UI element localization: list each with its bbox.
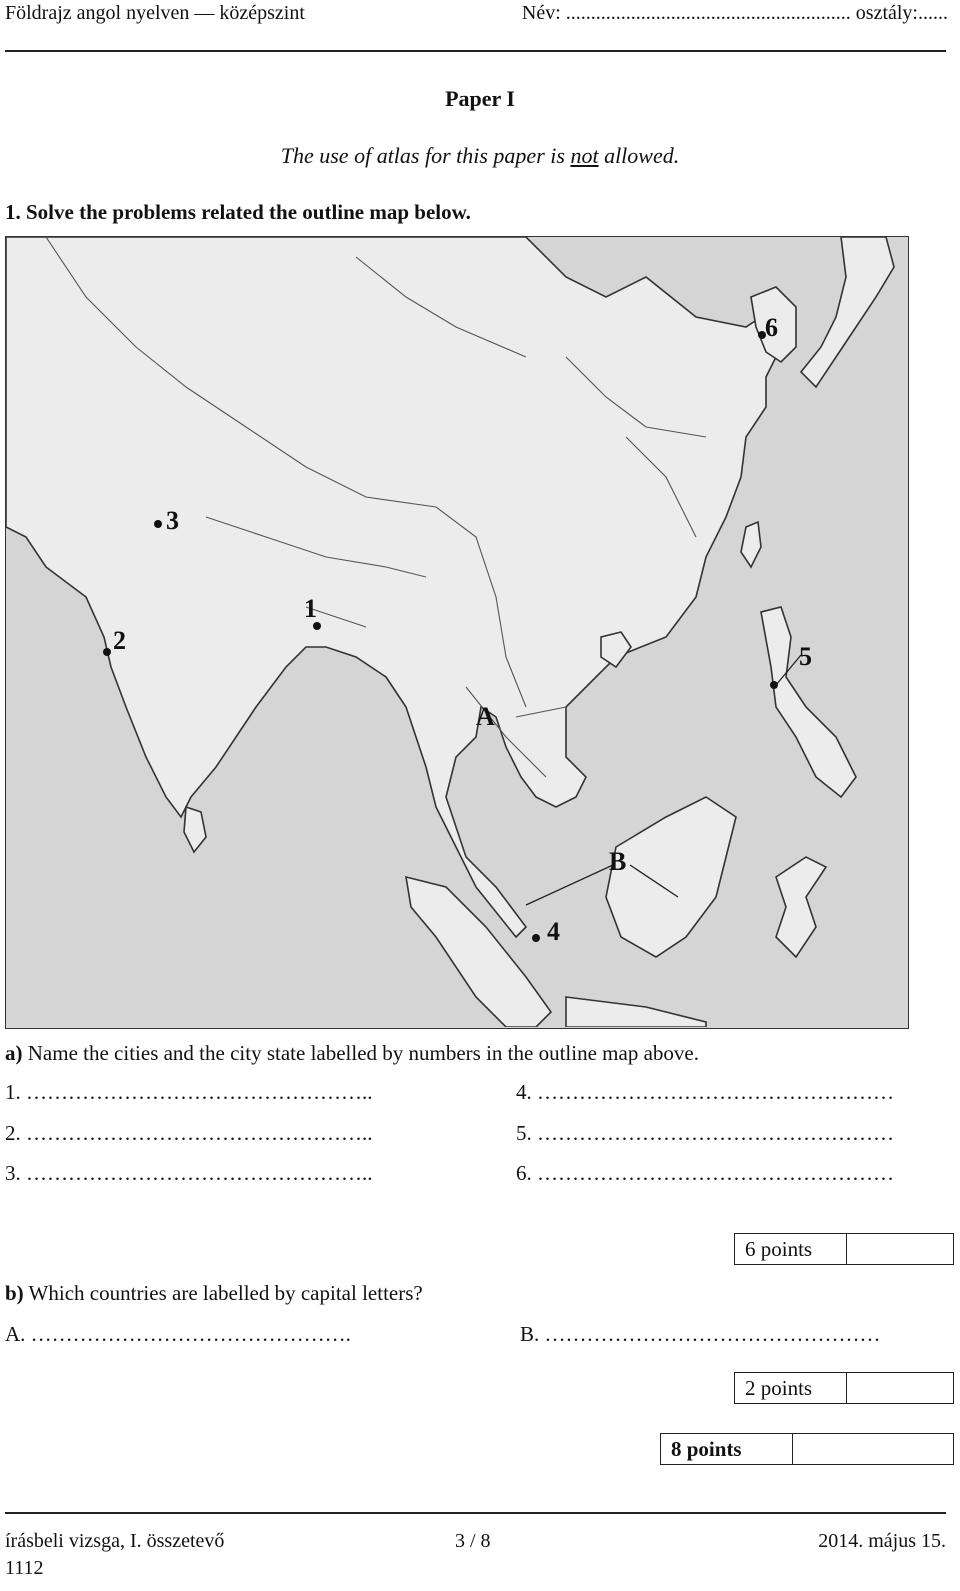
outline-map <box>5 236 909 1029</box>
map-drawing <box>6 237 907 1027</box>
city-dot-1 <box>313 622 321 630</box>
points-label-a: 6 points <box>735 1234 847 1264</box>
footer-exam-label: írásbeli vizsga, I. összetevő <box>5 1530 225 1552</box>
header-rule <box>5 50 946 52</box>
city-dot-4 <box>532 934 540 942</box>
atlas-note-emphasis: not <box>570 143 599 168</box>
atlas-note-after: allowed. <box>598 143 680 168</box>
question-a-prefix: a) <box>5 1041 23 1065</box>
map-label-a: A <box>476 702 495 731</box>
points-box-b <box>734 1372 954 1404</box>
footer-page-number: 3 / 8 <box>455 1530 491 1552</box>
map-label-6: 6 <box>765 313 778 342</box>
question-a-text: Name the cities and the city state labelled by numbers in the outline map above. <box>22 1041 699 1065</box>
city-dot-3 <box>154 520 162 528</box>
answer-line-3[interactable]: 3. ………………………………………….. <box>5 1161 373 1185</box>
map-label-4: 4 <box>547 917 560 946</box>
footer-date: 2014. május 15. <box>818 1530 946 1552</box>
answer-line-a[interactable]: A. ………………………………………. <box>5 1322 351 1346</box>
points-box-a <box>734 1233 954 1265</box>
total-points-box <box>660 1433 954 1465</box>
page-title: Paper I <box>445 86 515 111</box>
answer-line-5[interactable]: 5. …………………………………………… <box>516 1121 894 1145</box>
atlas-note-before: The use of atlas for this paper is <box>280 143 571 168</box>
total-points-label: 8 points <box>661 1434 793 1464</box>
map-label-1: 1 <box>304 594 317 623</box>
total-points-score[interactable] <box>793 1434 953 1464</box>
map-label-5: 5 <box>799 642 812 671</box>
points-score-a[interactable] <box>847 1234 953 1264</box>
city-dot-5 <box>770 681 778 689</box>
city-dot-2 <box>103 648 111 656</box>
question-b <box>5 1281 423 1306</box>
map-label-3: 3 <box>166 506 179 535</box>
answer-line-2[interactable]: 2. ………………………………………….. <box>5 1121 373 1145</box>
map-label-b: B <box>609 847 627 876</box>
question-1: 1. Solve the problems related the outline map below. <box>5 200 471 224</box>
footer-rule <box>5 1512 946 1514</box>
points-score-b[interactable] <box>847 1373 953 1403</box>
answer-line-6[interactable]: 6. …………………………………………… <box>516 1161 894 1185</box>
answer-line-1[interactable]: 1. ………………………………………….. <box>5 1080 373 1104</box>
question-a <box>5 1041 699 1066</box>
question-b-prefix: b) <box>5 1281 24 1305</box>
answer-line-b[interactable]: B. ………………………………………… <box>520 1322 881 1346</box>
points-label-b: 2 points <box>735 1373 847 1403</box>
header-name-class: Név: ......................................................... osztály:...... <box>521 2 948 24</box>
map-label-2: 2 <box>113 626 126 655</box>
header-subject: Földrajz angol nyelven — középszint <box>5 2 305 24</box>
atlas-note <box>0 143 960 169</box>
answer-line-4[interactable]: 4. …………………………………………… <box>516 1080 894 1104</box>
footer-code: 1112 <box>5 1557 44 1579</box>
question-b-text: Which countries are labelled by capital letters? <box>23 1281 423 1305</box>
